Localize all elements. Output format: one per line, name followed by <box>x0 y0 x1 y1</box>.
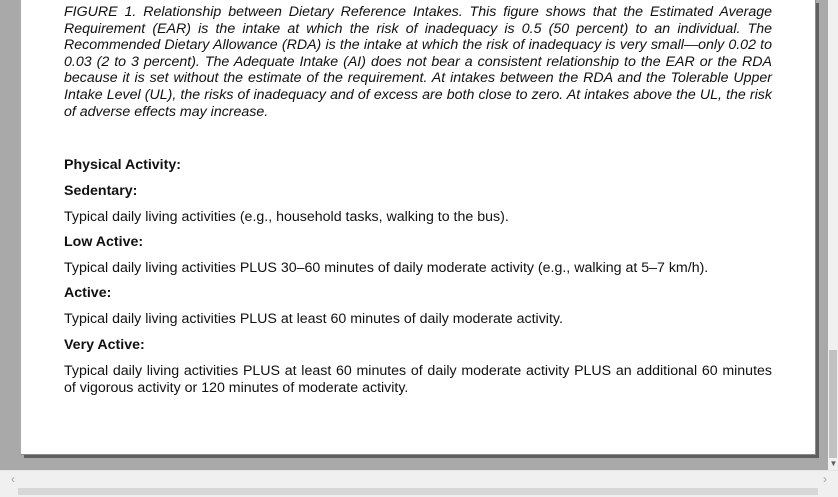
level-heading-sedentary: Sedentary: <box>64 183 138 199</box>
section-heading: Physical Activity: <box>64 157 181 173</box>
scroll-right-arrow-icon[interactable]: › <box>823 472 827 486</box>
scroll-left-arrow-icon[interactable]: ‹ <box>11 472 15 486</box>
level-description-low-active: Typical daily living activities PLUS 30–60 minutes of daily moderate activity (e.g., walking at 5–7 km/h). <box>64 260 709 276</box>
figure-caption: FIGURE 1. Relationship between Dietary Reference Intakes. This figure shows that the Estimated Average Requirement (EAR) is the intake at which the risk of inadequacy is 0.5 (50 percent) to an individual. The Recommended Dietary Allowance (RDA) is the intake at which the risk of inadequacy is very small—only 0.02 to 0.03 (2 to 3 percent). The Adequate Intake (AI) does not bear a consistent relationship to the EAR or the RDA because it is set without the estimate of the requirement. At intakes between the RDA and the Tolerable Upper Intake Level (UL), the risks of inadequacy and of excess are both close to zero. At intakes above the UL, the risk of adverse effects may increase. <box>64 4 772 120</box>
document-page <box>21 0 816 455</box>
scroll-down-arrow-icon[interactable]: ▼ <box>829 459 838 468</box>
level-heading-active: Active: <box>64 285 112 301</box>
level-heading-low-active: Low Active: <box>64 234 144 250</box>
horizontal-scrollbar-thumb[interactable] <box>18 488 818 495</box>
level-heading-very-active: Very Active: <box>64 337 145 353</box>
level-description-sedentary: Typical daily living activities (e.g., household tasks, walking to the bus). <box>64 209 509 225</box>
page-content <box>64 4 772 396</box>
vertical-scrollbar-thumb[interactable] <box>829 350 837 458</box>
level-description-active: Typical daily living activities PLUS at least 60 minutes of daily moderate activity. <box>64 311 563 327</box>
level-description-very-active: Typical daily living activities PLUS at least 60 minutes of daily moderate activity PLUS an additional 60 minutes of vigorous activity or 120 minutes of moderate activity. <box>64 363 772 396</box>
